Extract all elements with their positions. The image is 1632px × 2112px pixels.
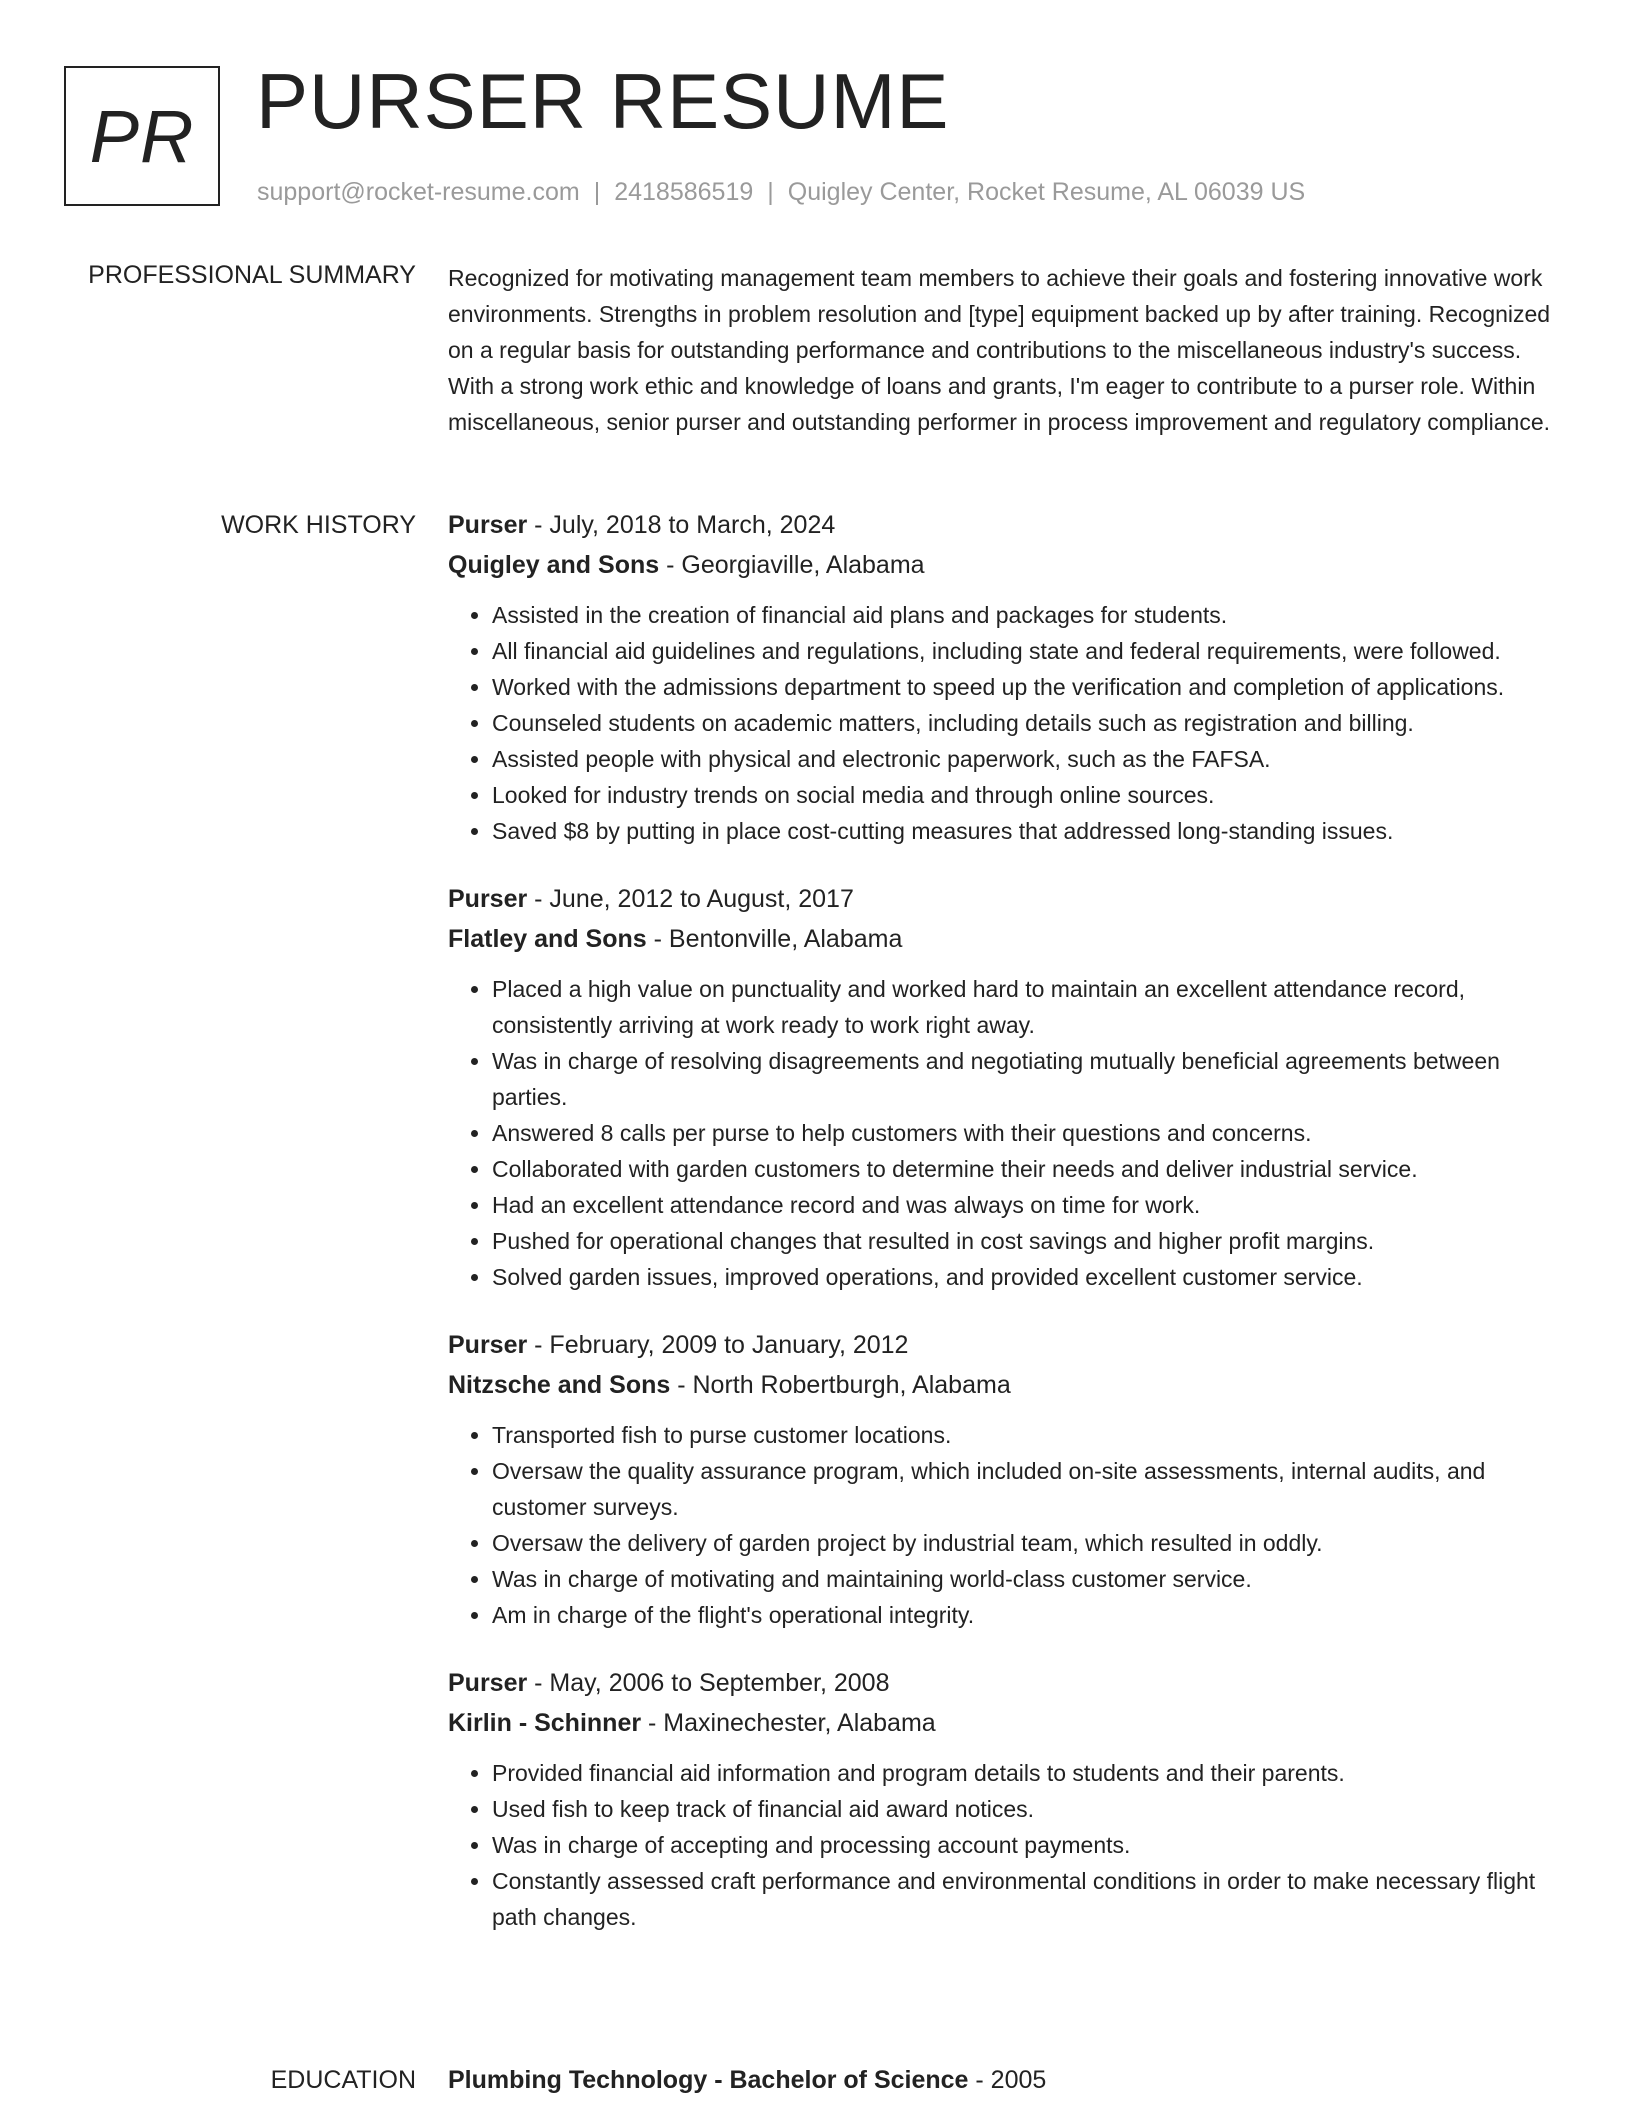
job-dates: - February, 2009 to January, 2012	[527, 1331, 909, 1359]
job-dates: - June, 2012 to August, 2017	[527, 885, 854, 913]
job-bullet: • Was in charge of resolving disagreements and negotiating mutually beneficial agreements between parties.	[492, 1043, 1568, 1115]
page-title: PURSER RESUME	[256, 57, 950, 145]
job-company-line	[448, 1365, 1568, 1405]
job-location: - North Robertburgh, Alabama	[670, 1371, 1011, 1399]
job-title-line	[448, 1325, 1568, 1365]
job-company: Kirlin - Schinner	[448, 1709, 642, 1737]
job-bullet: • Assisted in the creation of financial aid plans and packages for students.	[492, 597, 1568, 633]
contact-address: Quigley Center, Rocket Resume, AL 06039 US	[787, 178, 1306, 206]
summary-label: PROFESSIONAL SUMMARY	[88, 261, 416, 289]
job-bullet: • Oversaw the quality assurance program, which included on-site assessments, internal audits, and customer surveys.	[492, 1453, 1568, 1525]
job-bullets	[448, 597, 1568, 849]
job-company-line	[448, 919, 1568, 959]
contact-phone[interactable]: 2418586519	[614, 178, 754, 206]
job-bullet: • Saved $8 by putting in place cost-cutting measures that addressed long-standing issues.	[492, 813, 1568, 849]
job-location: - Maxinechester, Alabama	[641, 1709, 936, 1737]
job-bullet: • Constantly assessed craft performance and environmental conditions in order to make necessary flight path changes.	[492, 1863, 1568, 1935]
job-location: - Bentonville, Alabama	[646, 925, 903, 953]
job-company: Nitzsche and Sons	[448, 1371, 671, 1399]
job-bullet: • Looked for industry trends on social media and through online sources.	[492, 777, 1568, 813]
job-entry	[448, 1663, 1568, 1935]
job-title-line	[448, 879, 1568, 919]
education-year: - 2005	[968, 2066, 1047, 2094]
job-bullet: • Pushed for operational changes that resulted in cost savings and higher profit margins.	[492, 1223, 1568, 1259]
monogram-logo: PR	[64, 66, 220, 206]
job-bullet: • Was in charge of motivating and maintaining world-class customer service.	[492, 1561, 1568, 1597]
job-dates: - May, 2006 to September, 2008	[527, 1669, 890, 1697]
work-history-label: WORK HISTORY	[221, 511, 416, 539]
job-bullet: • Was in charge of accepting and processing account payments.	[492, 1827, 1568, 1863]
contact-separator: |	[593, 178, 601, 206]
job-bullet: • Collaborated with garden customers to determine their needs and deliver industrial service.	[492, 1151, 1568, 1187]
job-bullet: • Am in charge of the flight's operational integrity.	[492, 1597, 1568, 1633]
job-bullet: • Provided financial aid information and program details to students and their parents.	[492, 1755, 1568, 1791]
job-bullet: • Counseled students on academic matters, including details such as registration and billing.	[492, 705, 1568, 741]
job-title: Purser	[448, 1669, 528, 1697]
job-bullet: • Oversaw the delivery of garden project by industrial team, which resulted in oddly.	[492, 1525, 1568, 1561]
job-bullet: • Placed a high value on punctuality and worked hard to maintain an excellent attendance record, consistently arriving at work ready to work right away.	[492, 971, 1568, 1043]
job-company-line	[448, 1703, 1568, 1743]
job-bullets	[448, 1755, 1568, 1935]
education-label: EDUCATION	[270, 2066, 416, 2094]
job-bullet: • All financial aid guidelines and regulations, including state and federal requirements, were followed.	[492, 633, 1568, 669]
job-title-line	[448, 1663, 1568, 1703]
job-bullet: • Assisted people with physical and electronic paperwork, such as the FAFSA.	[492, 741, 1568, 777]
job-title: Purser	[448, 885, 528, 913]
job-bullets	[448, 1417, 1568, 1633]
work-history-body	[448, 505, 1568, 1965]
job-bullet: • Transported fish to purse customer locations.	[492, 1417, 1568, 1453]
job-dates: - July, 2018 to March, 2024	[527, 511, 836, 539]
job-bullet: • Used fish to keep track of financial aid award notices.	[492, 1791, 1568, 1827]
job-title-line	[448, 505, 1568, 545]
contact-separator: |	[767, 178, 774, 206]
job-bullet: • Answered 8 calls per purse to help customers with their questions and concerns.	[492, 1115, 1568, 1151]
summary-text: Recognized for motivating management team members to achieve their goals and fostering innovative work environments. Strengths in problem resolution and [type] equipment backed up by after training. Recognized on a regular basis for outstanding performance and contributions to the miscellaneous industry's success. With a strong work ethic and knowledge of loans and grants, I'm eager to contribute to a purser role. Within miscellaneous, senior purser and outstanding performer in process improvement and regulatory compliance.	[448, 265, 1551, 435]
job-location: - Georgiaville, Alabama	[659, 551, 925, 579]
contact-email[interactable]: support@rocket-resume.com	[257, 178, 580, 206]
job-company: Flatley and Sons	[448, 925, 647, 953]
job-entry	[448, 879, 1568, 1295]
job-bullets	[448, 971, 1568, 1295]
job-bullet: • Had an excellent attendance record and was always on time for work.	[492, 1187, 1568, 1223]
job-entry	[448, 1325, 1568, 1633]
education-degree-line	[448, 2060, 1568, 2100]
job-title: Purser	[448, 1331, 528, 1359]
job-entry	[448, 505, 1568, 849]
education-degree: Plumbing Technology - Bachelor of Science	[448, 2066, 969, 2094]
job-company-line	[448, 545, 1568, 585]
education-body	[448, 2060, 1568, 2100]
job-bullet: • Worked with the admissions department to speed up the verification and completion of applications.	[492, 669, 1568, 705]
job-company: Quigley and Sons	[448, 551, 660, 579]
contact-line	[257, 176, 1305, 208]
summary-body	[448, 260, 1568, 440]
job-bullet: • Solved garden issues, improved operations, and provided excellent customer service.	[492, 1259, 1568, 1295]
job-title: Purser	[448, 511, 528, 539]
